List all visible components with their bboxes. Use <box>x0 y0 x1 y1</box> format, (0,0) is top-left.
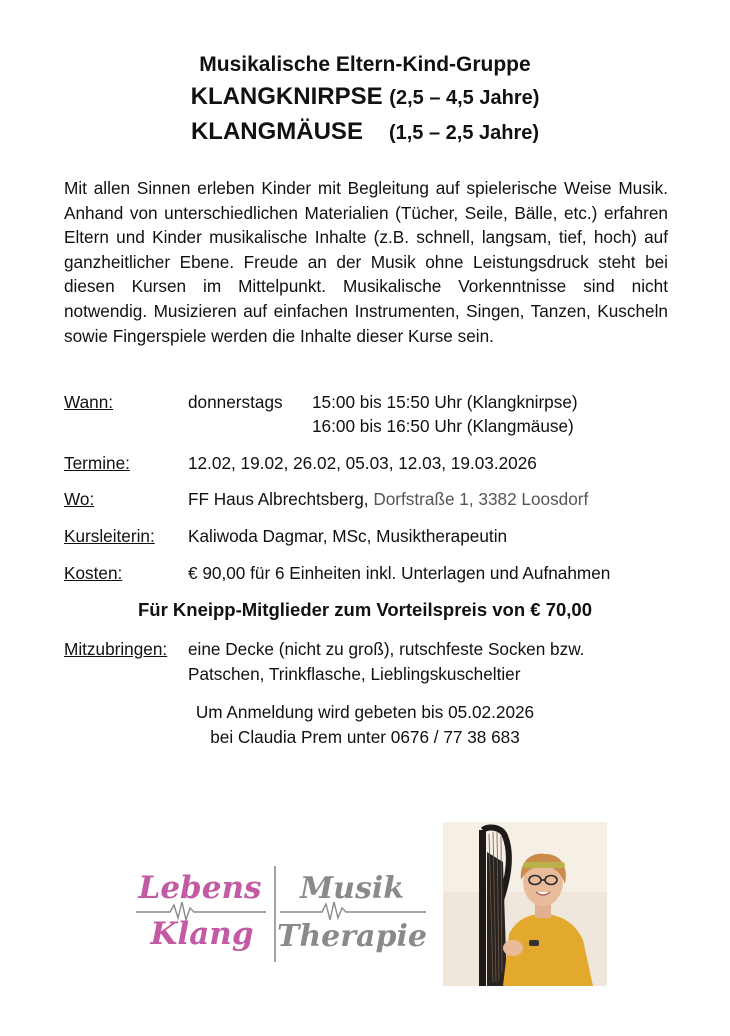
page-title: Musikalische Eltern-Kind-Gruppe <box>199 53 531 76</box>
person-hand <box>503 940 523 956</box>
group1-heading <box>0 80 730 115</box>
registration-info <box>0 700 730 750</box>
harpist-photo <box>443 822 607 986</box>
intro-paragraph: Mit allen Sinnen erleben Kinder mit Begleitung auf spielerische Weise Musik. Anhand von unterschiedlichen Materialien (Tücher, Seile, Bälle, etc.) erfahren Eltern und Kinder musikalische Inhalte (z.B. schnell, langsam, tief, hoch) auf ganzheitlicher Ebene. Freude an der Musik ohne Leistungsdruck steht bei diesen Kursen im Mittelpunkt. Musikalische Vorkenntnisse sind nicht notwendig. Musizieren auf einfachen Instrumenten, Singen, Tanzen, Kuscheln sowie Fingerspiele werden die Inhalte dieser Kurse sein. <box>64 178 668 346</box>
title-block <box>0 50 730 150</box>
group1-name: KLANGKNIRPSE <box>190 83 383 110</box>
logo-word-lebens: Lebens <box>138 870 262 906</box>
group2-heading <box>0 115 730 150</box>
wo-address: Dorfstraße 1, 3382 Loosdorf <box>373 489 589 509</box>
wann-label: Wann: <box>64 392 114 412</box>
registration-line-1: Um Anmeldung wird gebeten bis 05.02.2026 <box>195 702 535 722</box>
harp-pillar <box>479 830 486 986</box>
termine-label: Termine: <box>64 453 130 473</box>
wann-time-2: 16:00 bis 16:50 Uhr (Klangmäuse) <box>312 416 574 436</box>
kosten-label: Kosten: <box>64 563 123 583</box>
group2-ages: (1,5 – 2,5 Jahre) <box>388 122 540 144</box>
logo-word-therapie: Therapie <box>277 919 427 954</box>
wann-time-1: 15:00 bis 15:50 Uhr (Klangknirpse) <box>312 392 578 412</box>
wann-day: donnerstags <box>188 392 283 412</box>
kursleiterin-label: Kursleiterin: <box>64 526 155 546</box>
wo-value <box>188 487 588 511</box>
person-headband <box>523 862 565 868</box>
person-watch <box>529 940 539 946</box>
lebensklang-logo <box>130 858 430 974</box>
registration-line-2: bei Claudia Prem unter 0676 / 77 38 683 <box>210 727 520 747</box>
kosten-value: € 90,00 für 6 Einheiten inkl. Unterlagen und Aufnahmen <box>188 563 611 583</box>
kneipp-offer: Für Kneipp-Mitglieder zum Vorteilspreis von € 70,00 <box>137 599 593 620</box>
group2-name: KLANGMÄUSE <box>190 118 363 145</box>
logo-word-musik: Musik <box>299 871 405 906</box>
kursleiterin-value: Kaliwoda Dagmar, MSc, Musiktherapeutin <box>188 526 508 546</box>
logo-word-klang: Klang <box>150 916 254 952</box>
mitzubringen-line-2: Patschen, Trinkflasche, Lieblingskuscheltier <box>188 664 521 684</box>
mitzubringen-line-1: eine Decke (nicht zu groß), rutschfeste Socken bzw. <box>188 639 585 659</box>
mitzubringen-label: Mitzubringen: <box>64 639 168 659</box>
termine-value: 12.02, 19.02, 26.02, 05.03, 12.03, 19.03.2026 <box>188 453 537 473</box>
wo-place: FF Haus Albrechtsberg, <box>188 489 369 509</box>
wo-label: Wo: <box>64 489 95 509</box>
group1-ages: (2,5 – 4,5 Jahre) <box>389 87 540 109</box>
